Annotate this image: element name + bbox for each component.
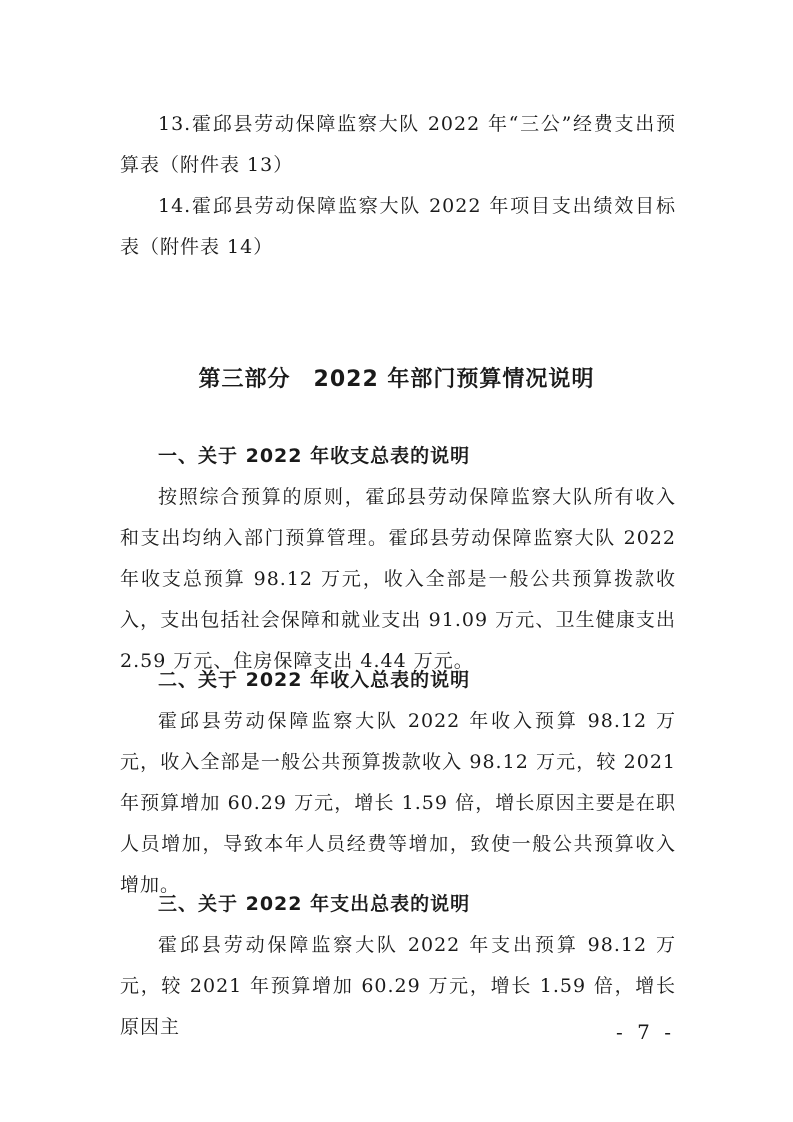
list-item-14: 14.霍邱县劳动保障监察大队 2022 年项目支出绩效目标表（附件表 14） [120, 195, 676, 258]
list-item-13: 13.霍邱县劳动保障监察大队 2022 年“三公”经费支出预算表（附件表 13） [120, 113, 676, 176]
section-body-2: 霍邱县劳动保障监察大队 2022 年收入预算 98.12 万元，收入全部是一般公共预算拨款收入 98.12 万元，较 2021 年预算增加 60.29 万元，增长 1.59 倍，增长原因主要是在职人员增加，导致本年人员经费等增加，致使一般公共预算收入增加。 [120, 710, 676, 896]
section-body-3: 霍邱县劳动保障监察大队 2022 年支出预算 98.12 万元，较 2021 年预算增加 60.29 万元，增长 1.59 倍，增长原因主 [120, 934, 676, 1038]
page-number: - 7 - [616, 1020, 675, 1044]
section-body-1: 按照综合预算的原则，霍邱县劳动保障监察大队所有收入和支出均纳入部门预算管理。霍邱县劳动保障监察大队 2022 年收支总预算 98.12 万元，收入全部是一般公共预算拨款收入，支出包括社会保障和就业支出 91.09 万元、卫生健康支出 2.59 万元、住房保障支出 4.44 万元。 [120, 486, 676, 672]
part-title: 第三部分 2022 年部门预算情况说明 [198, 367, 595, 392]
section-heading-1: 一、关于 2022 年收支总表的说明 [158, 445, 471, 467]
section-heading-3: 三、关于 2022 年支出总表的说明 [158, 893, 471, 915]
section-heading-2: 二、关于 2022 年收入总表的说明 [158, 669, 471, 691]
